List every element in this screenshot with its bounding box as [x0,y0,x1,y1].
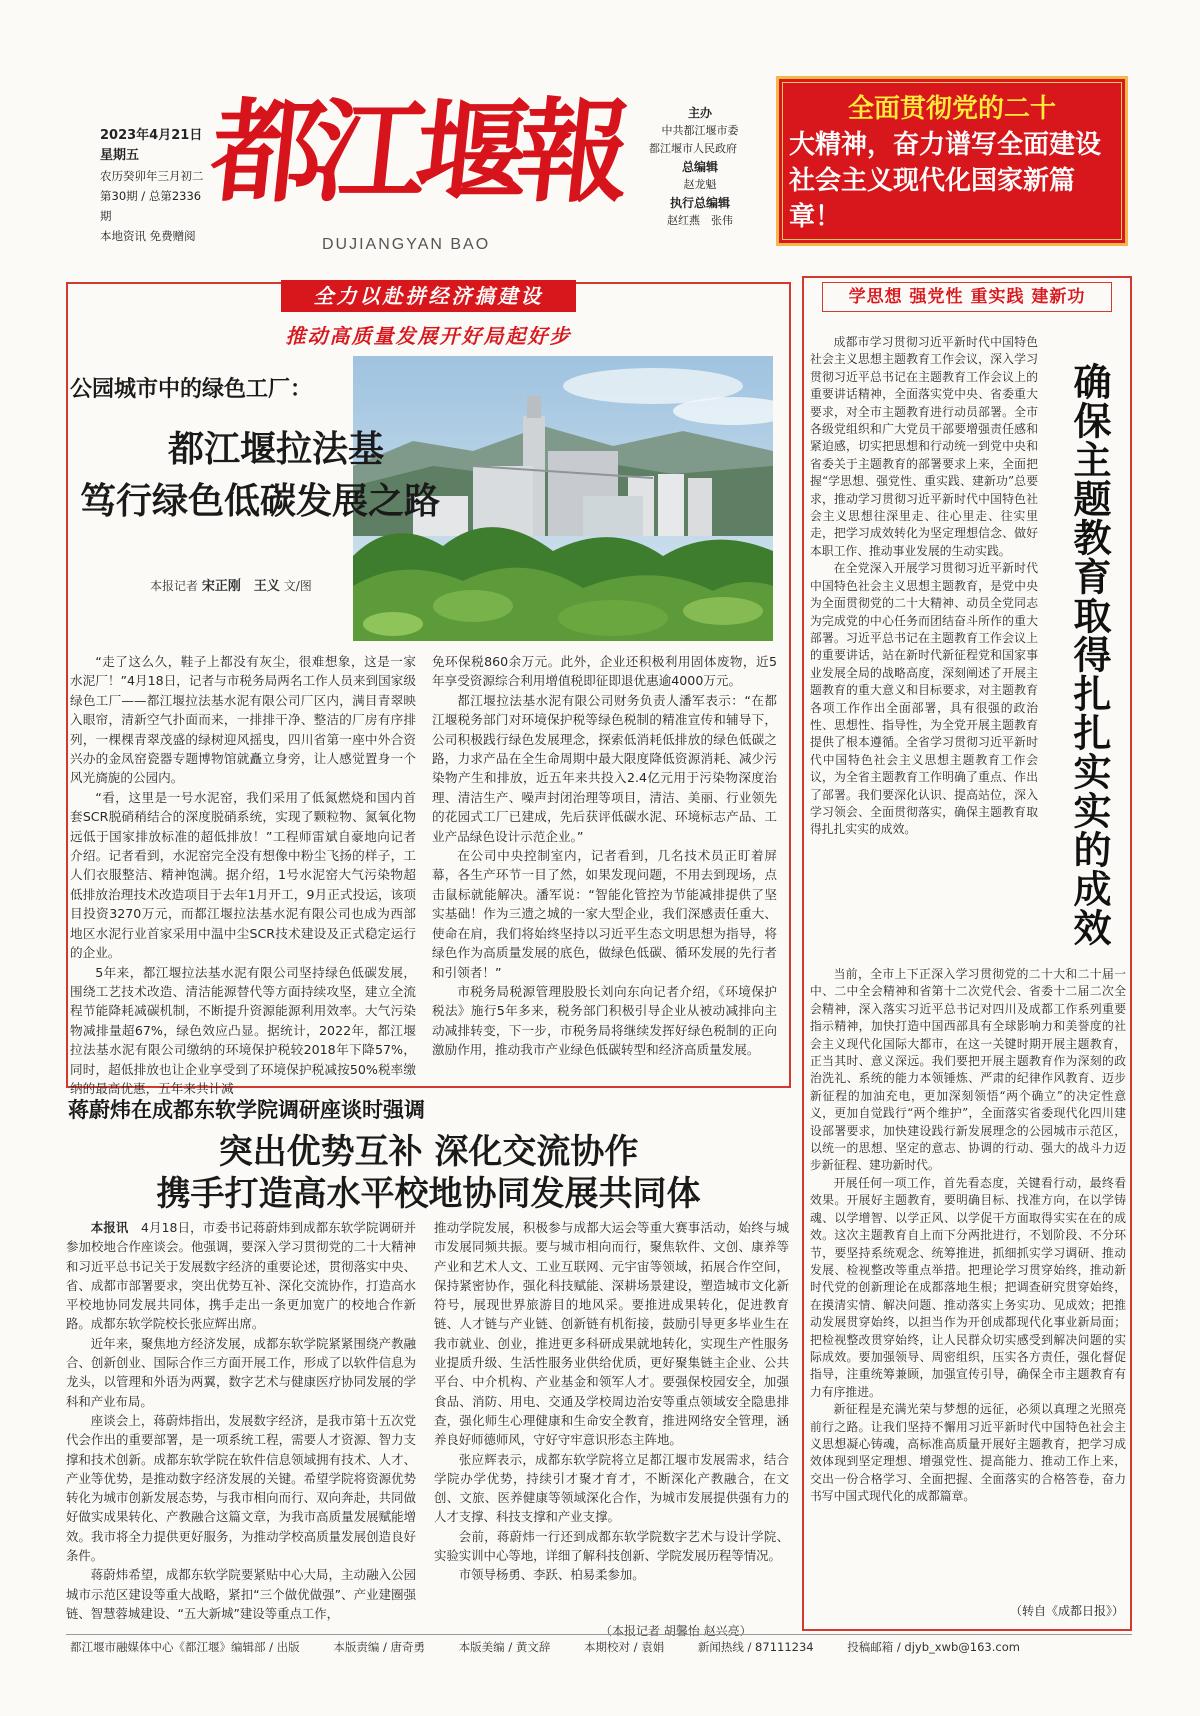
paragraph: 蒋蔚炜希望，成都东软学院要紧贴中心大局，主动融入公园城市示范区建设等重大战略，紧扣“三个做优做强”、产业建圈强链、智慧蓉城建设、“五大新城”建设等重点工作， [66,1567,416,1621]
lead-text: 4月18日，市委书记蒋蔚炜到成都东软学院调研并参加校地合作座谈会。他强调，要深入学习贯彻党的二十大精神和习近平总书记关于发展数字经济的重要论述，贯彻落实中央、省、成都市部署要求，突出优势互补、深化交流协作，打造高水平校地协同发展共同体，携手走出一条更加宽广的校地合作新路。成都东软学院校长张应辉出席。 [66,1220,417,1332]
issue-date: 2023年4月21日 [100,128,203,143]
paragraph: 市领导杨勇、李跃、柏易柔参加。 [458,1567,645,1583]
footer-hotline: 新闻热线 / 87111234 [697,1640,814,1654]
paragraph: 新征程是充满光荣与梦想的远征，必须以真理之光照亮前行之路。让我们坚持不懈用习近平新时代中国特色社会主义思想凝心铸魂，高标准高质量开展好主题教育，把学习成效体现到坚定理想、增强党性、提高能力、推动工作上来，交出一份合格学习、全面把握、全面落实的合格答卷，奋力书写中国式现代化的成都篇章。 [810,1402,1126,1504]
paragraph: 成都市学习贯彻习近平新时代中国特色社会主义思想主题教育工作会议，深入学习贯彻习近平总书记在主题教育工作会议上的重要讲话精神，全面落实党中央、省委重大要求，对全市主题教育进行动员部署。全市各级党组织和广大党员干部要增强责任感和紧迫感，切实把思想和行动统一到党中央和省委关于主题教育的部署要求上来，全面把握“学思想、强党性、重实践、建新功”总要求，推动学习贯彻习近平新时代中国特色社会主义思想往深里走、往心里走、往实里走，把学习成效转化为坚定理想信念、做好本职工作、推动事业发展的生动实践。 [810,335,1038,558]
host-1: 中共都江堰市委 [661,124,739,137]
banner-line-rest: 大精神，奋力谱写全面建设社会主义现代化国家新篇章！ [789,130,1102,232]
page-footer [66,1634,1132,1658]
distribution-note: 本地资讯 免费赠阅 [100,229,196,243]
lead-headline [80,423,560,527]
exec-editor-label: 执行总编辑 [669,196,730,210]
section-plate: 全力以赴拼经济搞建设 [281,280,576,312]
newspaper-pinyin: DUJIANGYAN BAO [322,236,491,253]
exec-editors: 赵红燕 张伟 [667,214,733,227]
issue-number: 第30期 / 总第2336期 [100,189,202,223]
paragraph: 都江堰拉法基水泥有限公司财务负责人潘军表示：“在都江堰税务部门对环境保护税等绿色税制的精准宣传和辅导下，公司积极践行绿色发展理念，探索低消耗低排放的绿色低碳之路，力求产品在全生命周期中最大限度降低资源消耗、减少污染物产生和排放，近五年来共投入2.4亿元用于污染物深度治理、清洁生产、噪声封闭治理等项目，清洁、美丽、行业领先的花园式工厂已建成，先后获评低碳水泥、环境标志产品、工业产品绿色设计示范企业。” [432,692,777,844]
commentary-headline: 确保主题教育取得扎扎实实的成效 [1067,362,1112,947]
lunar-date: 农历癸卯年三月初二 [100,169,204,183]
second-headline-2: 携手打造高水平校地协同发展共同体 [156,1174,701,1214]
lead-headline-line-1: 都江堰拉法基 [168,428,385,470]
footer-email: 投稿邮箱 / djyb_xwb@163.com [847,1640,1020,1654]
paragraph: 在全党深入开展学习贯彻习近平新时代中国特色社会主义思想主题教育，是党中央为全面贯彻党的二十大精神、动员全党同志为完成党的中心任务而团结奋斗所作的重大部署。习近平总书记在主题教育工作会议上的重要讲话，站在新时代新征程党和国家事业发展全局的战略高度，深刻阐述了开展主题教育的重大意义和目标要求，对主题教育各项工作作出全面部署，具有很强的政治性、思想性、指导性，为全党开展主题教育提供了根本遵循。全省学习贯彻习近平新时代中国特色社会主义思想主题教育工作会议，为全省主题教育工作明确了重点、作出了部署。我们要深化认识、提高站位，深入学习领会、全面贯彻落实，确保主题教育取得扎扎实实的成效。 [810,561,1038,837]
second-kicker: 蒋蔚炜在成都东软学院调研座谈时强调 [68,1098,425,1122]
second-headline-1: 突出优势互补 深化交流协作 [218,1132,639,1172]
paragraph: 市税务局税源管理股股长刘向东向记者介绍，《环境保护税法》施行5年多来，税务部门积极引导企业从被动减排向主动减排转变，下一步，市税务局将继续发挥好绿色税制的正向激励作用，推动我市产业绿色低碳转型和经济高质量发展。 [432,983,777,1058]
second-column-2 [434,1218,789,1585]
lead-label: 本报讯 [90,1220,129,1235]
lead-byline [150,575,312,594]
paragraph: 开展任何一项工作，首先看态度，关键看行动，最终看效果。开展好主题教育，要明确目标、找准方向，在以学铸魂、以学增智、以学正风、以学促干方面取得实实在在的成效。这次主题教育自上而下分两批进行，不划阶段、不分环节，要坚持系统观念、统筹推进，抓细抓实学习调研、推动发展、检视整改等重点举措。把理论学习贯穿始终，推动新时代党的创新理论在成都落地生根；把调查研究贯穿始终，在摸清实情、解决问题、推动落实上务实功、见成效；把推动发展贯穿始终，以担当作为开创成都现代化事业新局面；把检视整改贯穿始终，让人民群众切实感受到解决问题的实际成效。要加强领导、周密组织，压实各方责任，强化督促指导，注重统筹兼顾，加强宣传引导，确保全市主题教育有力有序推进。 [810,1175,1126,1399]
paragraph: 近年来，聚焦地方经济发展，成都东软学院紧紧围绕产教融合、创新创业、国际合作三方面开展工作，形成了以软件信息为龙头，以管理和外语为两翼，数字艺术与健康医疗协同发展的学科和产业布局。 [66,1335,416,1409]
second-byline: （本报记者 胡馨怡 赵兴亮） [600,1624,752,1638]
paragraph: 推动学院发展，积极参与成都大运会等重大赛事活动，始终与城市发展同频共振。要与城市相向而行，聚焦软件、文创、康养等产业和艺术人文、工业互联网、元宇宙等领域，拓展合作空间，保持紧密协作，强化科技赋能、深耕场景建设，塑造城市文化新符号，展现世界旅游目的地风采。要推进成果转化，促进教育链、人才链与产业链、创新链有机衔接，鼓励引导更多毕业生在我市就业、创业，推进更多科研成果就地转化，实现生产性服务业提质升级、生活性服务业供给优质，更好聚集链主企业、公共平台、中介机构、产业基金和领军人才。要强保校园安全，加强食品、消防、用电、交通及学校周边治安等重点领域安全隐患排查，强化师生心理健康和生命安全教育，推进网络安全管理，涵养良好师德师风，守好守牢意识形态主阵地。 [434,1220,789,1448]
paragraph: 座谈会上，蒋蔚炜指出，发展数字经济，是我市第十五次党代会作出的重要部署，是一项系统工程，需要人才资源、智力支撑和技术创新。成都东软学院在软件信息领域拥有技术、人才、产业等优势，是推动数字经济发展的关键。希望学院将资源优势转化为城市创新发展态势，与我市相向而行、双向奔赴，共同做好做实成果转化、产教融合这篇文章，为我市高质量发展赋能增效。我市将全力提供更好服务，为推动学校高质量发展创造良好条件。 [66,1412,416,1564]
issue-weekday: 星期五 [100,148,140,163]
byline-suffix: 文/图 [283,579,312,593]
lead-kicker: 公园城市中的绿色工厂： [70,377,313,402]
paragraph: 免环保税860余万元。此外，企业还积极利用固体废物，近5年享受资源综合利用增值税即征即退优惠逾4000万元。 [432,654,777,689]
banner-line-1: 全面贯彻党的二十 [847,94,1056,124]
second-column-1 [66,1218,416,1623]
commentary-tag: 学思想 强党性 重实践 建新功 [822,282,1112,312]
host-2: 都江堰市人民政府 [649,142,737,155]
chief-editor: 赵龙魁 [683,178,717,191]
commentary-source: （转自《成都日报》） [1010,1604,1125,1618]
chief-editor-label: 总编辑 [681,160,718,174]
paragraph: 5年来，都江堰拉法基水泥有限公司坚持绿色低碳发展，围绕工艺技术改造、清洁能源替代等方面持续攻坚，建立全流程节能降耗减碳机制，不断提升资源能源利用效率。大气污染物减排量超67%，绿色效应凸显。据统计，2022年，都江堰拉法基水泥有限公司缴纳的环境保护税较2018年下降57%，同时，超低排放也让企业享受到了环境保护税减按50%税率缴纳的最高优惠，五年来共计减 [70,964,416,1096]
paragraph: 张应辉表示，成都东软学院将立足都江堰市发展需求，结合学院办学优势，持续引才聚才育才，不断深化产教融合，在文创、文旅、医养健康等领域深化合作，为城市发展提供强有力的人才支撑、科技支撑和产业支撑。 [434,1451,789,1525]
host-label: 主办 [687,106,712,120]
lead-column-2 [432,652,777,1060]
commentary-column-top [810,334,1038,839]
paragraph: 在公司中央控制室内，记者看到，几名技术员正盯着屏幕，各生产环节一目了然，如果发现问题，不用去到现场，点击鼠标就能解决。潘军说：“智能化管控为节能减排提供了坚实基础！作为三遗之城的一家大型企业，我们深感责任重大、使命在肩，我们将始终坚持以习近平生态文明思想为指导，将绿色作为高质量发展的底色，做绿色低碳、循环发展的先行者和引领者！” [432,848,777,980]
paragraph [66,1218,416,1334]
section-subtitle: 推动高质量发展开好局起好步 [285,324,572,348]
masthead-info [100,126,210,246]
paragraph: “看，这里是一号水泥窑，我们采用了低氮燃烧和国内首套SCR脱硝稍结合的深度脱硝系统，实现了颗粒物、氮氧化物远低于国家排放标准的超低排放！”工程师雷斌自豪地向记者介绍。记者看到，水泥窑完全没有想像中粉尘飞扬的样子，工人们衣服整洁、精神饱满。据介绍，1号水泥窑大气污染物超低排放治理技术改造项目于去年1月开工，9月正式投运，该项目投资3270万元，而都江堰拉法基水泥有限公司也成为西部地区水泥行业首家采用中温中尘SCR技术建设及正式稳定运行的企业。 [70,789,416,961]
slogan-banner [776,76,1128,246]
publisher-info [649,104,740,230]
paragraph: “走了这么久，鞋子上都没有灰尘，很难想象，这是一家水泥厂！”4月18日，记者与市税务局两名工作人员来到国家级绿色工厂——都江堰拉法基水泥有限公司厂区内，满目青翠映入眼帘，清新空气扑面而来，一排排干净、整洁的厂房有序排列，一棵棵青翠茂盛的绿树迎风摇曳，四川省第一座中外合资兴办的金凤窑瓷器专题博物馆就矗立身旁，让人感觉置身一个风光旖旎的公园内。 [70,654,416,786]
footer-editor: 本版责编 / 唐奇勇 [333,1640,426,1654]
commentary-column-bottom [810,966,1126,1506]
footer-org: 都江堰市融媒体中心《都江堰》编辑部 / 出版 [70,1640,300,1654]
footer-design: 本版美编 / 黄文辞 [458,1640,551,1654]
paragraph: 当前，全市上下正深入学习贯彻党的二十大和二十届一中、二中全会精神和省第十二次党代会、省委十二届二次全会精神，深入落实习近平总书记对四川及成都工作系列重要指示精神，加快打造中国西部具有全球影响力和美誉度的社会主义现代化国际大都市，在这一关键时期开展主题教育，正当其时、意义深远。我们要把开展主题教育作为深刻的政治洗礼、系统的能力本领锤炼、严肃的纪律作风教育、迈步新征程的加油充电，更加深刻领悟“两个确立”的决定性意义，更加自觉践行“两个维护”，全面落实省委现代化四川建设部署要求，加快建设践行新发展理念的公园城市示范区，以统一的思想、坚定的意志、协调的行动、强大的战斗力迈步新征程、建功新时代。 [810,967,1126,1173]
paragraph: 会前，蒋蔚炜一行还到成都东软学院数字艺术与设计学院、实验实训中心等地，详细了解科技创新、学院发展历程等情况。 [434,1528,789,1564]
byline-prefix: 本报记者 [150,579,199,593]
lead-column-1 [70,652,416,1098]
lead-headline-line-2: 笃行绿色低碳发展之路 [80,480,441,522]
newspaper-title: 都江堰報 [205,87,627,218]
newspaper-logo [205,78,632,274]
footer-proof: 本期校对 / 袁娟 [584,1640,665,1654]
byline-names: 宋正刚 王义 [201,579,280,594]
